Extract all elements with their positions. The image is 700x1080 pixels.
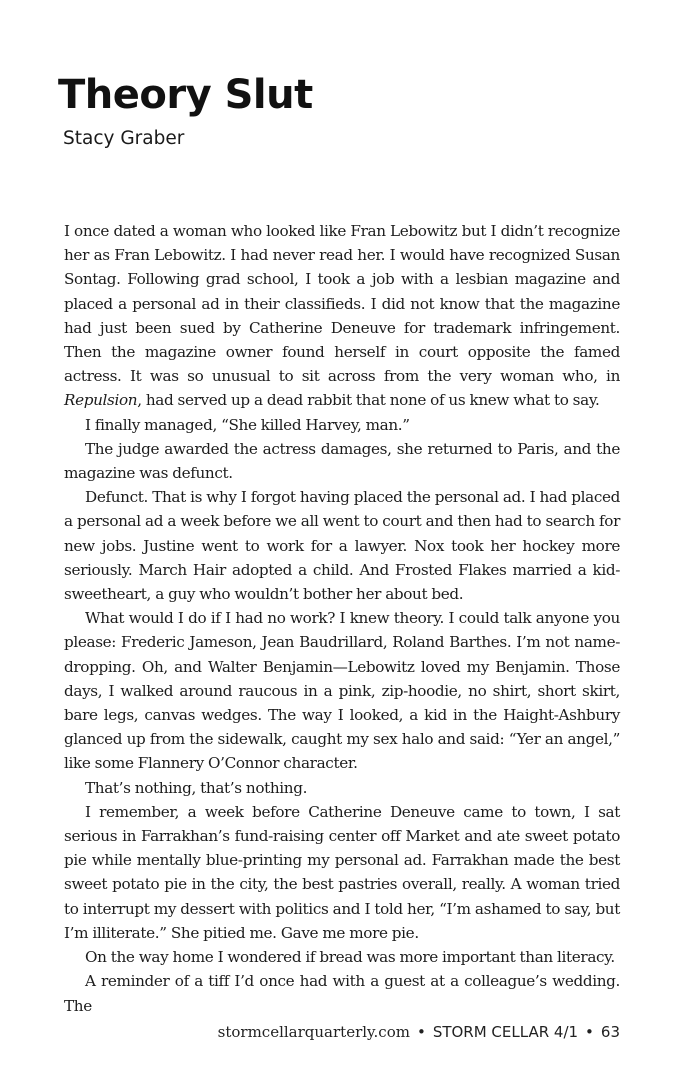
body-paragraph: What would I do if I had no work? I knew theory. I could talk anyone you please: Frederic Jameson, Jean Baudrillard, Roland Barthes. I’m not name-dropping. Oh, and Walter Benjamin—Lebowitz loved my Benjamin. Those days, I walked around raucous in a pink, zip-hoodie, no shirt, short skirt, bare legs, canvas wedges. The way I looked, a kid in the Haight-Ashbury glanced up from the sidewalk, caught my sex halo and said: “Yer an angel,” like some Flannery O’Connor character. — [64, 609, 620, 773]
article-body — [64, 219, 620, 1018]
page-footer — [218, 1021, 620, 1044]
body-paragraph: That’s nothing, that’s nothing. — [85, 778, 308, 797]
footer-website: stormcellarquarterly.com — [217, 1023, 410, 1041]
film-title: Repulsion — [64, 391, 138, 410]
article-author: Stacy Graber — [63, 128, 185, 149]
body-paragraph: I once dated a woman who looked like Fran Lebowitz but I didn’t recognize her as Fran Lebowitz. I had never read her. I would have recognized Susan Sontag. Following grad school, I took a job with a lesbian magazine and placed a personal ad in their classifieds. I did not know that the magazine had just been sued by Catherine Deneuve for trademark infringement. Then the magazine owner found herself in court opposite the famed actress. It was so unusual to sit across from the very woman who, in Repulsion, had served up a dead rabbit that none of us knew what to say. — [64, 222, 620, 410]
footer-separator: • — [416, 1023, 426, 1041]
body-paragraph: Defunct. That is why I forgot having placed the personal ad. I had placed a personal ad a week before we all went to court and then had to search for new jobs. Justine went to work for a lawyer. Nox took her hockey more seriously. March Hair adopted a child. And Frosted Flakes married a kid-sweetheart, a guy who wouldn’t bother her about bed. — [64, 488, 620, 604]
footer-separator: • — [585, 1023, 594, 1041]
body-paragraph: The judge awarded the actress damages, she returned to Paris, and the magazine was defunct. — [64, 439, 620, 483]
body-paragraph: I finally managed, “She killed Harvey, man.” — [85, 415, 410, 434]
article-title: Theory Slut — [58, 72, 313, 118]
body-paragraph: On the way home I wondered if bread was more important than literacy. — [85, 948, 615, 967]
footer-journal-issue: STORM CELLAR 4/1 — [432, 1023, 579, 1041]
page-number: 63 — [600, 1023, 620, 1041]
body-paragraph: I remember, a week before Catherine Deneuve came to town, I sat serious in Farrakhan’s fund-raising center off Market and ate sweet potato pie while mentally blue-printing my personal ad. Farrakhan made the best sweet potato pie in the city, the best pastries overall, really. A woman tried to interrupt my dessert with politics and I told her, “I’m ashamed to say, but I’m illiterate.” She pitied me. Gave me more pie. — [64, 802, 620, 942]
body-paragraph: A reminder of a tiff I’d once had with a guest at a colleague’s wedding. The — [64, 972, 620, 1015]
